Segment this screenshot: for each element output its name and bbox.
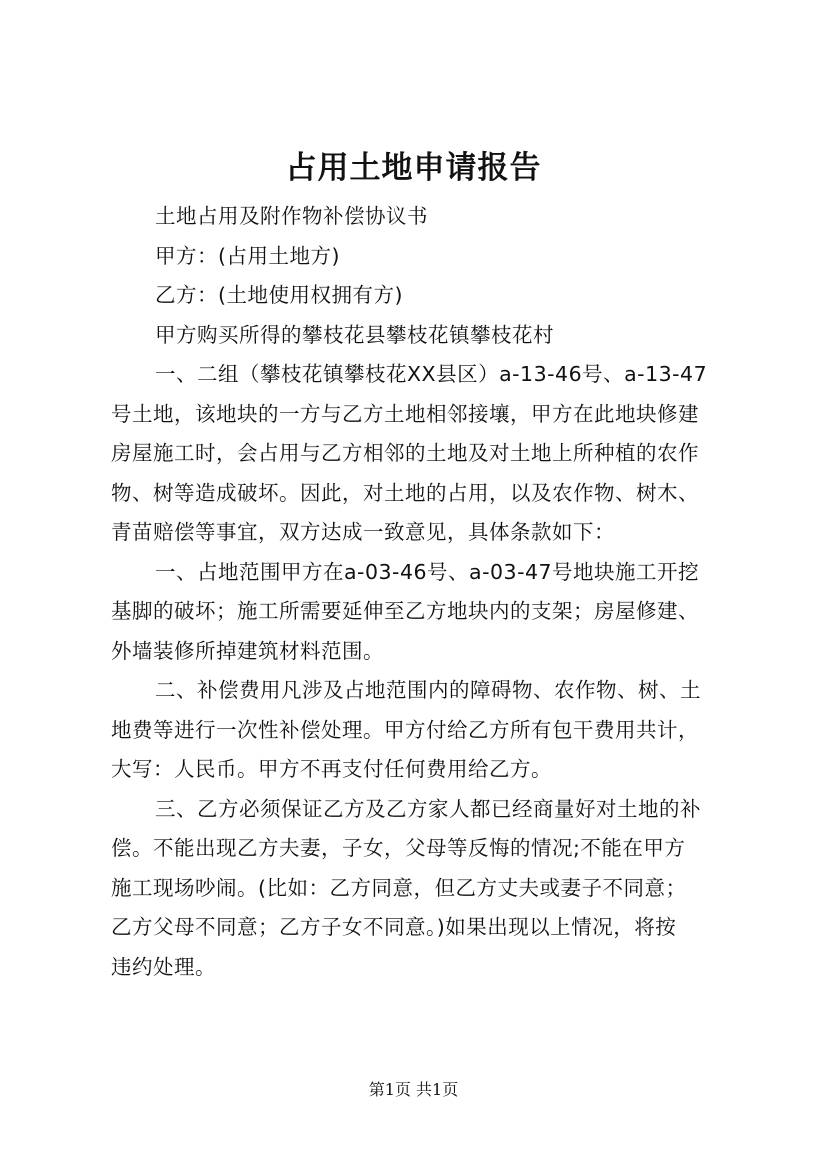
text-line: 三、乙方必须保证乙方及乙方家人都已经商量好对土地的补 <box>155 796 701 821</box>
text-line: 乙方：(土地使用权拥有方) <box>155 283 403 307</box>
document-title: 占用土地申请报告 <box>285 150 542 186</box>
text-line: 一、二组（攀枝花镇攀枝花XX县区）a-13-46号、a-13-47 <box>155 362 708 386</box>
text-line: 大写：人民币。甲方不再支付任何费用给乙方。 <box>111 757 552 781</box>
text-line: 甲方：(占用土地方) <box>155 243 340 268</box>
text-line: 地费等进行一次性补偿处理。甲方付给乙方所有包干费用共计， <box>111 717 699 742</box>
text-line: 一、占地范围甲方在a-03-46号、a-03-47号地块施工开挖 <box>155 559 700 584</box>
text-line: 偿。不能出现乙方夫妻，子女，父母等反悔的情况;不能在甲方 <box>111 836 686 860</box>
text-line: 物、树等造成破坏。因此，对土地的占用，以及农作物、树木、 <box>111 480 699 505</box>
text-line: 二、补偿费用凡涉及占地范围内的障碍物、农作物、树、土 <box>155 678 701 702</box>
text-line: 甲方购买所得的攀枝花县攀枝花镇攀枝花村 <box>155 322 554 347</box>
text-line: 土地占用及附作物补偿协议书 <box>155 204 428 228</box>
text-line: 青苗赔偿等事宜，双方达成一致意见，具体条款如下： <box>111 520 615 544</box>
document-body <box>111 197 743 987</box>
page-footer: 第1页 共1页 <box>368 1080 459 1099</box>
text-line: 房屋施工时，会占用与乙方相邻的土地及对土地上所种植的农作 <box>111 441 699 465</box>
text-line: 违约处理。 <box>111 954 216 979</box>
text-line: 乙方父母不同意；乙方子女不同意。)如果出现以上情况，将按 <box>111 915 677 939</box>
text-line: 号土地，该地块的一方与乙方土地相邻接壤，甲方在此地块修建 <box>111 401 699 426</box>
text-line: 施工现场吵闹。(比如：乙方同意，但乙方丈夫或妻子不同意； <box>111 875 687 900</box>
text-line: 外墙装修所掉建筑材料范围。 <box>111 638 384 663</box>
text-line: 基脚的破坏；施工所需要延伸至乙方地块内的支架；房屋修建、 <box>111 599 699 623</box>
